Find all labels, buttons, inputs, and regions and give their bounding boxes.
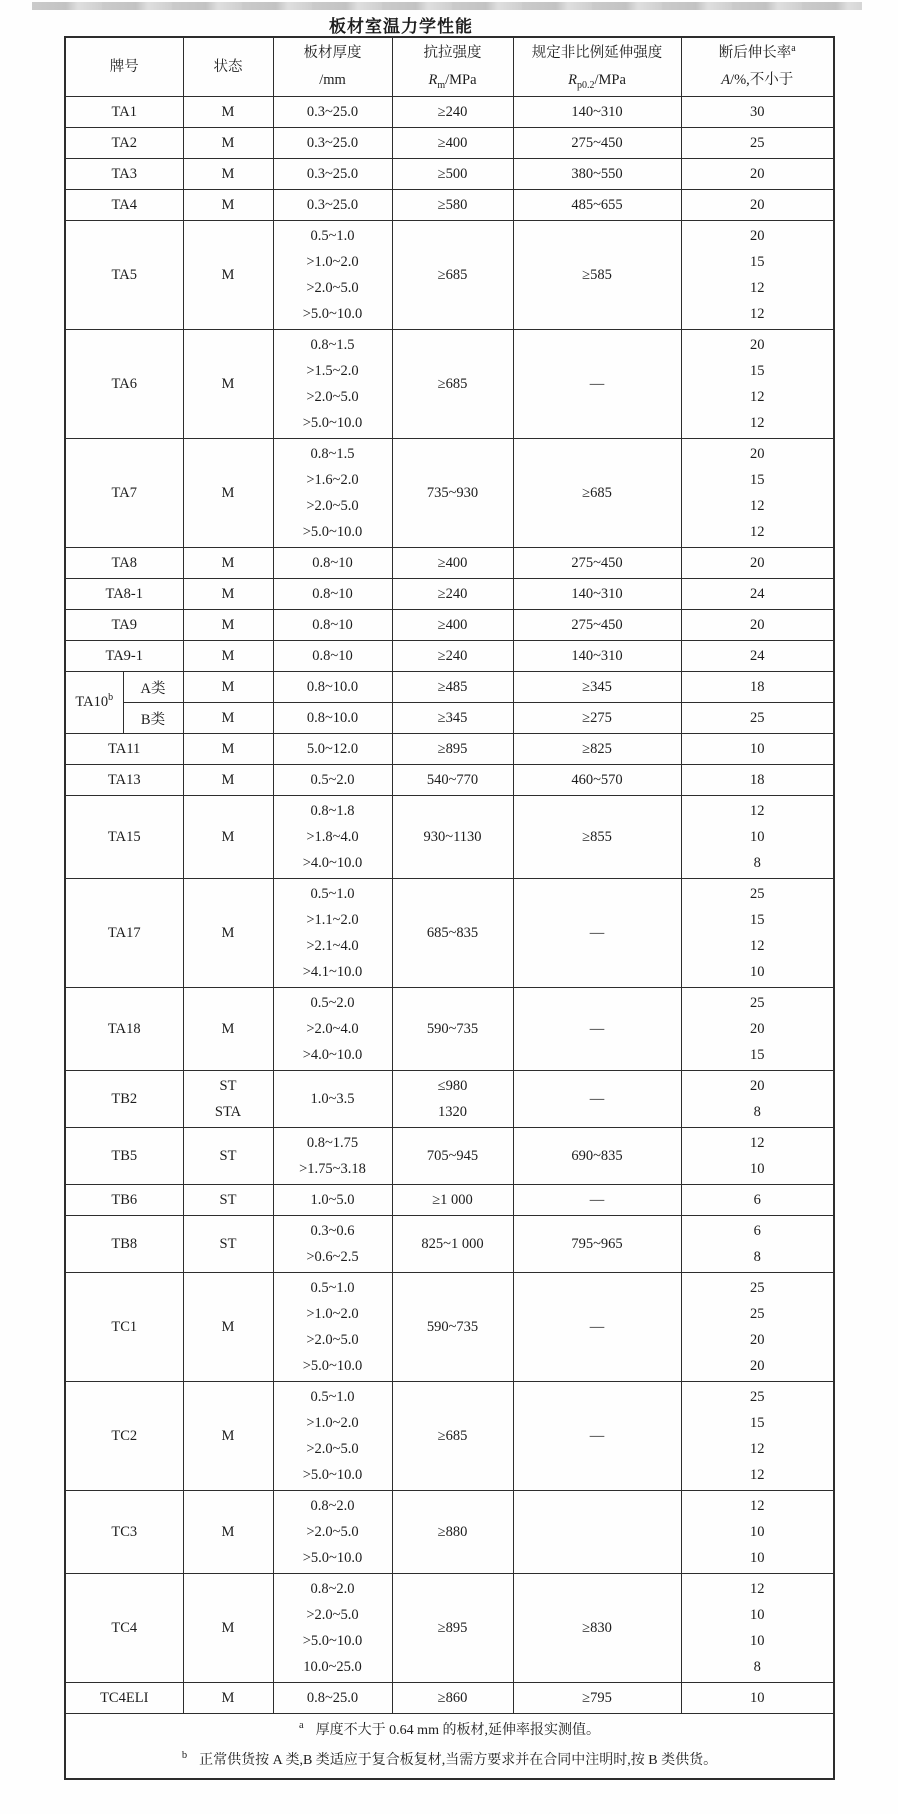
cell-grade: TA8-1 xyxy=(65,579,183,610)
cell-proof-strength: ≥345 xyxy=(513,672,681,703)
cell-thickness: 0.3~25.0 xyxy=(273,128,392,159)
cell-grade: TB8 xyxy=(65,1216,183,1273)
cell-grade: TB5 xyxy=(65,1128,183,1185)
cell-thickness: 0.8~10.0 xyxy=(273,672,392,703)
cell-tensile-strength: ≥240 xyxy=(392,97,513,128)
table-row xyxy=(65,97,834,128)
cell-proof-strength: — xyxy=(513,330,681,439)
cell-grade: TA7 xyxy=(65,439,183,548)
cell-grade: TA15 xyxy=(65,796,183,879)
cell-proof-strength: ≥795 xyxy=(513,1683,681,1714)
cell-proof-strength: ≥830 xyxy=(513,1574,681,1683)
cell-proof-strength: — xyxy=(513,1071,681,1128)
cell-elongation: 25 15 12 10 xyxy=(681,879,834,988)
cell-thickness: 0.8~2.0 >2.0~5.0 >5.0~10.0 10.0~25.0 xyxy=(273,1574,392,1683)
cell-proof-strength: 140~310 xyxy=(513,579,681,610)
cell-proof-strength: ≥825 xyxy=(513,734,681,765)
cell-grade: TC4 xyxy=(65,1574,183,1683)
cell-state: M xyxy=(183,1273,273,1382)
cell-tensile-strength: 540~770 xyxy=(392,765,513,796)
cell-proof-strength: 140~310 xyxy=(513,97,681,128)
cell-thickness: 0.8~10 xyxy=(273,579,392,610)
cell-proof-strength: 140~310 xyxy=(513,641,681,672)
cell-state: M xyxy=(183,159,273,190)
cell-elongation: 18 xyxy=(681,765,834,796)
cell-grade: TA9-1 xyxy=(65,641,183,672)
cell-thickness: 0.5~1.0 >1.0~2.0 >2.0~5.0 >5.0~10.0 xyxy=(273,1382,392,1491)
table-row xyxy=(65,128,834,159)
table-row xyxy=(65,1491,834,1574)
cell-thickness: 0.8~10 xyxy=(273,610,392,641)
cell-proof-strength: 795~965 xyxy=(513,1216,681,1273)
table-row xyxy=(65,1683,834,1714)
cell-state: M xyxy=(183,1683,273,1714)
col-header-proof-strength: 规定非比例延伸强度 $R_{p0.2}$/MPa xyxy=(513,37,681,97)
cell-state: ST xyxy=(183,1128,273,1185)
table-row xyxy=(65,221,834,330)
table-row xyxy=(65,765,834,796)
cell-elongation: 25 xyxy=(681,128,834,159)
cell-tensile-strength: ≥500 xyxy=(392,159,513,190)
cell-thickness: 0.5~1.0 >1.0~2.0 >2.0~5.0 >5.0~10.0 xyxy=(273,221,392,330)
cell-proof-strength: 380~550 xyxy=(513,159,681,190)
rp-symbol: R xyxy=(568,72,577,88)
cell-grade: TA17 xyxy=(65,879,183,988)
table-row xyxy=(65,879,834,988)
cell-state: M xyxy=(183,1574,273,1683)
cell-proof-strength: — xyxy=(513,879,681,988)
cell-thickness: 0.8~1.5 >1.5~2.0 >2.0~5.0 >5.0~10.0 xyxy=(273,330,392,439)
cell-thickness: 0.5~1.0 >1.1~2.0 >2.1~4.0 >4.1~10.0 xyxy=(273,879,392,988)
table-row xyxy=(65,1574,834,1683)
cell-state: M xyxy=(183,439,273,548)
table-row xyxy=(65,703,834,734)
cell-elongation: 10 xyxy=(681,734,834,765)
cell-state: ST xyxy=(183,1216,273,1273)
table-row xyxy=(65,1128,834,1185)
cell-proof-strength: 275~450 xyxy=(513,610,681,641)
cell-grade: TA9 xyxy=(65,610,183,641)
cell-proof-strength: 275~450 xyxy=(513,128,681,159)
cell-state: M xyxy=(183,703,273,734)
table-row xyxy=(65,672,834,703)
cell-tensile-strength: ≤980 1320 xyxy=(392,1071,513,1128)
cell-elongation: 20 15 12 12 xyxy=(681,221,834,330)
cell-thickness: 0.8~10 xyxy=(273,641,392,672)
table-row xyxy=(65,641,834,672)
cell-grade: TA18 xyxy=(65,988,183,1071)
cell-elongation: 25 25 20 20 xyxy=(681,1273,834,1382)
cell-grade-subclass: A类 xyxy=(123,672,183,703)
cell-tensile-strength: ≥685 xyxy=(392,330,513,439)
footnote: $^a$ 厚度不大于 0.64 mm 的板材,延伸率报实测值。 xyxy=(299,1720,600,1738)
cell-elongation: 12 10 8 xyxy=(681,796,834,879)
cell-tensile-strength: ≥240 xyxy=(392,641,513,672)
cell-grade: TA2 xyxy=(65,128,183,159)
cell-thickness: 0.3~0.6 >0.6~2.5 xyxy=(273,1216,392,1273)
cell-elongation: 20 xyxy=(681,190,834,221)
cell-grade-subclass: B类 xyxy=(123,703,183,734)
cell-tensile-strength: ≥860 xyxy=(392,1683,513,1714)
cell-thickness: 0.8~1.75 >1.75~3.18 xyxy=(273,1128,392,1185)
table-row xyxy=(65,159,834,190)
cell-elongation: 12 10 10 8 xyxy=(681,1574,834,1683)
cell-thickness: 0.8~2.0 >2.0~5.0 >5.0~10.0 xyxy=(273,1491,392,1574)
mechanical-properties-table xyxy=(64,36,835,1780)
table-row xyxy=(65,988,834,1071)
cell-tensile-strength: 685~835 xyxy=(392,879,513,988)
cell-proof-strength: ≥685 xyxy=(513,439,681,548)
cell-proof-strength: ≥275 xyxy=(513,703,681,734)
cell-tensile-strength: ≥1 000 xyxy=(392,1185,513,1216)
cell-tensile-strength: ≥485 xyxy=(392,672,513,703)
cell-proof-strength: 690~835 xyxy=(513,1128,681,1185)
cell-tensile-strength: 930~1130 xyxy=(392,796,513,879)
cell-proof-strength: — xyxy=(513,1185,681,1216)
cell-elongation: 20 15 12 12 xyxy=(681,439,834,548)
cell-thickness: 0.5~2.0 xyxy=(273,765,392,796)
rm-symbol: R xyxy=(428,72,438,88)
cell-proof-strength: ≥855 xyxy=(513,796,681,879)
cell-tensile-strength: 735~930 xyxy=(392,439,513,548)
cell-state: M xyxy=(183,190,273,221)
cell-elongation: 24 xyxy=(681,641,834,672)
footnote-row xyxy=(65,1714,834,1780)
cell-elongation: 20 15 12 12 xyxy=(681,330,834,439)
cell-proof-strength: — xyxy=(513,1382,681,1491)
cell-thickness: 0.8~1.8 >1.8~4.0 >4.0~10.0 xyxy=(273,796,392,879)
cell-grade: TC2 xyxy=(65,1382,183,1491)
footnote: $^b$ 正常供货按 A 类,B 类适应于复合板复材,当需方要求并在合同中注明时,按 B 类供货。 xyxy=(181,1750,718,1768)
elong-symbol: A xyxy=(721,72,731,88)
footnote-cell xyxy=(65,1714,834,1780)
cell-tensile-strength: ≥580 xyxy=(392,190,513,221)
cell-thickness: 0.8~10.0 xyxy=(273,703,392,734)
cell-thickness: 0.5~2.0 >2.0~4.0 >4.0~10.0 xyxy=(273,988,392,1071)
cell-state: M xyxy=(183,221,273,330)
table-row xyxy=(65,548,834,579)
table-row xyxy=(65,190,834,221)
cell-proof-strength: 460~570 xyxy=(513,765,681,796)
cell-thickness: 0.5~1.0 >1.0~2.0 >2.0~5.0 >5.0~10.0 xyxy=(273,1273,392,1382)
cell-state: M xyxy=(183,128,273,159)
cell-elongation: 18 xyxy=(681,672,834,703)
cell-thickness: 0.3~25.0 xyxy=(273,190,392,221)
cell-elongation: 25 xyxy=(681,703,834,734)
cell-state: M xyxy=(183,734,273,765)
cell-proof-strength: — xyxy=(513,1273,681,1382)
col-header-elongation: 断后伸长率$^a$ A/%,不小于 xyxy=(681,37,834,97)
cell-grade: TC4ELI xyxy=(65,1683,183,1714)
cell-elongation: 20 8 xyxy=(681,1071,834,1128)
col-header-tensile-strength: 抗拉强度 $R_m$/MPa xyxy=(392,37,513,97)
cell-state: M xyxy=(183,879,273,988)
table-row xyxy=(65,610,834,641)
col-header-state: 状态 xyxy=(183,37,273,97)
cell-grade: TA8 xyxy=(65,548,183,579)
cell-thickness: 0.8~10 xyxy=(273,548,392,579)
cell-elongation: 25 15 12 12 xyxy=(681,1382,834,1491)
cell-grade: TB6 xyxy=(65,1185,183,1216)
cell-elongation: 6 8 xyxy=(681,1216,834,1273)
cell-grade: TA6 xyxy=(65,330,183,439)
cell-state: M xyxy=(183,610,273,641)
cell-grade: TB2 xyxy=(65,1071,183,1128)
cell-grade: TA5 xyxy=(65,221,183,330)
table-row xyxy=(65,1382,834,1491)
cell-tensile-strength: ≥895 xyxy=(392,734,513,765)
table-row xyxy=(65,734,834,765)
cell-state: M xyxy=(183,1382,273,1491)
cell-grade: TA1 xyxy=(65,97,183,128)
cell-tensile-strength: ≥240 xyxy=(392,579,513,610)
cell-tensile-strength: ≥880 xyxy=(392,1491,513,1574)
cell-grade: TA3 xyxy=(65,159,183,190)
cell-state: M xyxy=(183,765,273,796)
col-header-thickness: 板材厚度 /mm xyxy=(273,37,392,97)
table-row xyxy=(65,1071,834,1128)
table-title: 板材室温力学性能 xyxy=(329,17,473,36)
cell-elongation: 25 20 15 xyxy=(681,988,834,1071)
cell-tensile-strength: ≥345 xyxy=(392,703,513,734)
cell-elongation: 30 xyxy=(681,97,834,128)
cell-proof-strength xyxy=(513,1491,681,1574)
cell-elongation: 20 xyxy=(681,159,834,190)
cell-state: M xyxy=(183,796,273,879)
table-footer xyxy=(65,1714,834,1780)
cell-elongation: 12 10 xyxy=(681,1128,834,1185)
table-header xyxy=(65,37,834,97)
cell-grade: TC3 xyxy=(65,1491,183,1574)
cell-state: M xyxy=(183,1491,273,1574)
cell-grade: TA10$^b$ xyxy=(65,672,123,734)
cell-state: ST STA xyxy=(183,1071,273,1128)
cell-tensile-strength: ≥400 xyxy=(392,128,513,159)
col-header-grade: 牌号 xyxy=(65,37,183,97)
cell-thickness: 0.8~1.5 >1.6~2.0 >2.0~5.0 >5.0~10.0 xyxy=(273,439,392,548)
cell-tensile-strength: 590~735 xyxy=(392,1273,513,1382)
cell-proof-strength: 485~655 xyxy=(513,190,681,221)
cell-thickness: 5.0~12.0 xyxy=(273,734,392,765)
table-row xyxy=(65,579,834,610)
cell-state: M xyxy=(183,641,273,672)
cell-state: M xyxy=(183,330,273,439)
cell-grade: TC1 xyxy=(65,1273,183,1382)
cell-tensile-strength: 705~945 xyxy=(392,1128,513,1185)
cell-state: M xyxy=(183,672,273,703)
cell-tensile-strength: ≥895 xyxy=(392,1574,513,1683)
cell-proof-strength: ≥585 xyxy=(513,221,681,330)
cell-grade: TA4 xyxy=(65,190,183,221)
cell-state: ST xyxy=(183,1185,273,1216)
cell-elongation: 10 xyxy=(681,1683,834,1714)
cell-thickness: 1.0~5.0 xyxy=(273,1185,392,1216)
cell-thickness: 0.3~25.0 xyxy=(273,159,392,190)
cell-tensile-strength: ≥685 xyxy=(392,221,513,330)
cell-thickness: 0.8~25.0 xyxy=(273,1683,392,1714)
cell-state: M xyxy=(183,97,273,128)
table-row xyxy=(65,1185,834,1216)
cell-tensile-strength: 590~735 xyxy=(392,988,513,1071)
cell-proof-strength: 275~450 xyxy=(513,548,681,579)
cell-thickness: 1.0~3.5 xyxy=(273,1071,392,1128)
cell-elongation: 6 xyxy=(681,1185,834,1216)
cell-elongation: 24 xyxy=(681,579,834,610)
cell-proof-strength: — xyxy=(513,988,681,1071)
cell-elongation: 20 xyxy=(681,548,834,579)
cell-state: M xyxy=(183,988,273,1071)
table-row xyxy=(65,796,834,879)
cell-tensile-strength: ≥685 xyxy=(392,1382,513,1491)
header-row xyxy=(65,37,834,97)
cell-grade: TA13 xyxy=(65,765,183,796)
table-container xyxy=(64,36,835,1780)
cell-thickness: 0.3~25.0 xyxy=(273,97,392,128)
scan-artifact-strip xyxy=(32,2,862,10)
cell-tensile-strength: ≥400 xyxy=(392,548,513,579)
table-row xyxy=(65,1273,834,1382)
cell-grade: TA11 xyxy=(65,734,183,765)
table-row xyxy=(65,439,834,548)
cell-state: M xyxy=(183,579,273,610)
table-row xyxy=(65,330,834,439)
table-row xyxy=(65,1216,834,1273)
cell-tensile-strength: ≥400 xyxy=(392,610,513,641)
table-body xyxy=(65,97,834,1714)
cell-tensile-strength: 825~1 000 xyxy=(392,1216,513,1273)
cell-elongation: 20 xyxy=(681,610,834,641)
cell-elongation: 12 10 10 xyxy=(681,1491,834,1574)
cell-state: M xyxy=(183,548,273,579)
